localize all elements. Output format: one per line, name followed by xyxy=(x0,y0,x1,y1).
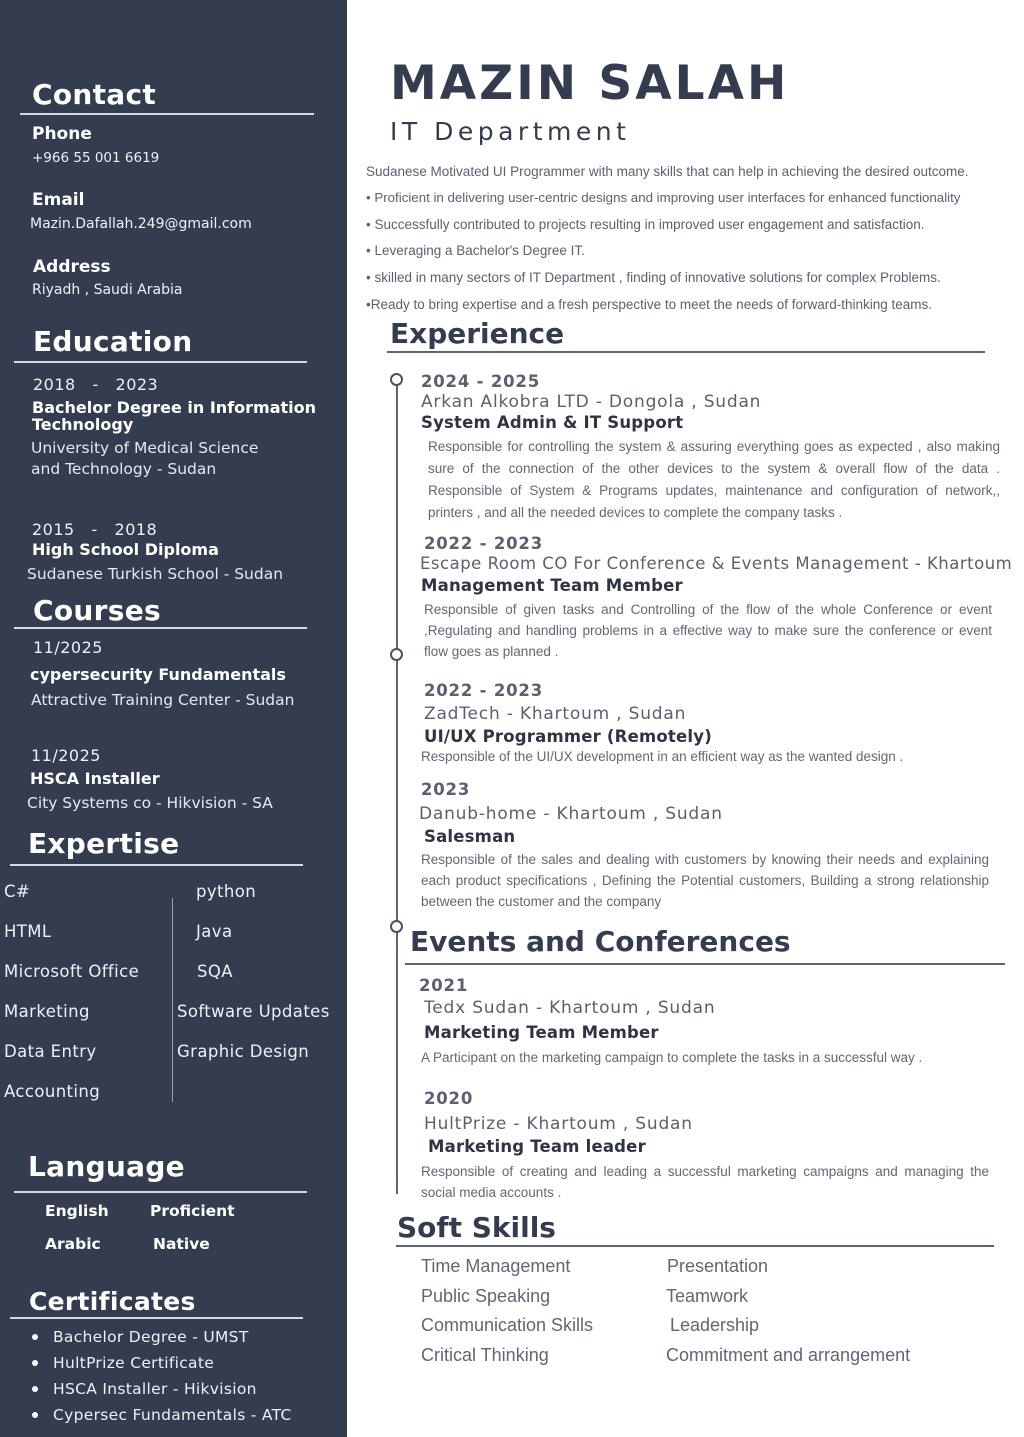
certificates-divider xyxy=(10,1317,303,1319)
experience-years: 2022 - 2023 xyxy=(424,534,543,553)
course-title: cypersecurity Fundamentals xyxy=(30,665,286,684)
contact-heading: Contact xyxy=(32,78,157,111)
expertise-item: Accounting xyxy=(4,1082,101,1101)
certificates-list xyxy=(22,1326,342,1430)
soft-skill-item: Critical Thinking xyxy=(421,1345,549,1365)
courses-heading: Courses xyxy=(33,594,161,627)
certificate-item: Bachelor Degree - UMST xyxy=(22,1326,342,1352)
summary-line: •Ready to bring expertise and a fresh perspective to meet the needs of forward-thinking teams. xyxy=(366,297,933,312)
address-value: Riyadh , Saudi Arabia xyxy=(32,282,183,298)
education-degree: Bachelor Degree in Information Technology xyxy=(32,398,317,434)
summary-line: • Successfully contributed to projects resulting in improved user engagement and satisfaction. xyxy=(366,217,925,232)
phone-value: +966 55 001 6619 xyxy=(32,150,160,166)
experience-role: Management Team Member xyxy=(421,576,683,595)
experience-years: 2024 - 2025 xyxy=(421,372,540,391)
experience-description: Responsible for controlling the system & assuring everything goes as expected , also making sure of the connection of the other devices to the system & overall flow of the data . Responsible of System & Programs updates, maintenance and configuration of network,, printers , and all the needed devices to complete the company tasks . xyxy=(428,439,1000,520)
experience-description: Responsible of given tasks and Controlling of the flow of the whole Conference or event ,Regulating and handling problems in a effective way to make sure the conference or event flow goes as planned . xyxy=(424,602,992,659)
event-year: 2021 xyxy=(419,976,469,995)
education-degree: High School Diploma xyxy=(32,540,219,559)
candidate-name: MAZIN SALAH xyxy=(390,56,790,111)
experience-company: Arkan Alkobra LTD - Dongola , Sudan xyxy=(421,392,762,412)
expertise-item: Java xyxy=(196,922,233,941)
language-divider xyxy=(14,1191,307,1193)
course-date: 11/2025 xyxy=(33,638,103,657)
course-provider: City Systems co - Hikvision - SA xyxy=(27,794,273,812)
certificates-heading: Certificates xyxy=(29,1287,196,1316)
language-heading: Language xyxy=(28,1150,185,1183)
soft-skill-item: Presentation xyxy=(667,1256,769,1276)
summary-line: Sudanese Motivated UI Programmer with many skills that can help in achieving the desired outcome. xyxy=(366,164,969,179)
event-role: Marketing Team leader xyxy=(428,1137,646,1156)
course-date: 11/2025 xyxy=(31,746,101,765)
course-provider: Attractive Training Center - Sudan xyxy=(31,691,295,709)
courses-divider xyxy=(14,627,307,629)
expertise-item: SQA xyxy=(197,962,233,981)
experience-role: UI/UX Programmer (Remotely) xyxy=(424,727,712,746)
timeline-line xyxy=(396,380,398,1194)
experience-role: System Admin & IT Support xyxy=(421,413,684,432)
soft-skill-item: Leadership xyxy=(670,1315,760,1335)
course-title: HSCA Installer xyxy=(30,769,160,788)
soft-skills-divider xyxy=(396,1245,994,1247)
candidate-department: IT Department xyxy=(390,117,631,146)
phone-label: Phone xyxy=(32,124,92,144)
soft-skill-item: Time Management xyxy=(421,1256,571,1276)
event-year: 2020 xyxy=(424,1089,474,1108)
event-organization: Tedx Sudan - Khartoum , Sudan xyxy=(424,998,716,1018)
experience-company: ZadTech - Khartoum , Sudan xyxy=(424,704,687,724)
experience-role: Salesman xyxy=(424,827,516,846)
summary-line: • skilled in many sectors of IT Department , finding of innovative solutions for complex Problems. xyxy=(366,270,941,285)
expertise-item: Software Updates xyxy=(177,1002,330,1021)
event-description: A Participant on the marketing campaign to complete the tasks in a successful way . xyxy=(421,1050,923,1065)
expertise-item: python xyxy=(196,882,257,901)
event-organization: HultPrize - Khartoum , Sudan xyxy=(424,1114,693,1134)
expertise-heading: Expertise xyxy=(28,827,180,860)
language-level: Native xyxy=(153,1235,210,1253)
timeline-dot xyxy=(390,920,403,933)
event-description: Responsible of creating and leading a successful marketing campaigns and managing the social media accounts . xyxy=(421,1164,989,1200)
address-label: Address xyxy=(33,257,111,277)
email-value: Mazin.Dafallah.249@gmail.com xyxy=(30,216,252,232)
summary-line: • Proficient in delivering user-centric designs and improving user interfaces for enhanced functionality xyxy=(366,190,961,205)
language-name: Arabic xyxy=(45,1235,101,1253)
expertise-item: C# xyxy=(4,882,31,901)
language-name: English xyxy=(45,1202,109,1220)
timeline-dot xyxy=(390,373,403,386)
expertise-item: HTML xyxy=(4,922,52,941)
experience-company: Danub-home - Khartoum , Sudan xyxy=(419,804,723,824)
expertise-column-divider xyxy=(172,898,173,1102)
education-school: Sudanese Turkish School - Sudan xyxy=(27,565,284,583)
events-divider xyxy=(405,963,1005,965)
expertise-item: Graphic Design xyxy=(177,1042,310,1061)
expertise-item: Marketing xyxy=(4,1002,90,1021)
certificate-item: HultPrize Certificate xyxy=(22,1352,342,1378)
certificate-item: HSCA Installer - Hikvision xyxy=(22,1378,342,1404)
soft-skills-heading: Soft Skills xyxy=(397,1211,556,1244)
experience-years: 2022 - 2023 xyxy=(424,681,543,700)
expertise-item: Microsoft Office xyxy=(4,962,140,981)
education-years: 2018 - 2023 xyxy=(33,375,159,394)
soft-skill-item: Commitment and arrangement xyxy=(666,1345,911,1365)
soft-skill-item: Teamwork xyxy=(666,1286,749,1306)
experience-company: Escape Room CO For Conference & Events Management - Khartoum xyxy=(420,554,1013,573)
summary-line: • Leveraging a Bachelor's Degree IT. xyxy=(366,243,585,258)
sidebar xyxy=(0,0,347,1437)
soft-skill-item: Public Speaking xyxy=(421,1286,551,1306)
email-label: Email xyxy=(32,190,85,210)
education-school: University of Medical Science and Technology - Sudan xyxy=(31,439,259,478)
expertise-item: Data Entry xyxy=(4,1042,97,1061)
soft-skill-item: Communication Skills xyxy=(421,1315,594,1335)
certificate-item: Cypersec Fundamentals - ATC xyxy=(22,1404,342,1430)
experience-heading: Experience xyxy=(390,317,565,350)
language-level: Proficient xyxy=(150,1202,235,1220)
experience-description: Responsible of the sales and dealing with customers by knowing their needs and explaining each product specifications , Defining the Potential customers, Building a strong relationship between the customer and the company xyxy=(421,852,989,909)
expertise-divider xyxy=(10,864,303,866)
education-years: 2015 - 2018 xyxy=(32,520,158,539)
education-heading: Education xyxy=(33,325,193,358)
education-divider xyxy=(14,361,307,363)
experience-years: 2023 xyxy=(421,780,471,799)
experience-divider xyxy=(387,351,985,353)
timeline-dot xyxy=(390,648,403,661)
event-role: Marketing Team Member xyxy=(424,1023,659,1042)
experience-description: Responsible of the UI/UX development in an efficient way as the wanted design . xyxy=(421,749,904,764)
events-heading: Events and Conferences xyxy=(410,925,791,958)
contact-divider xyxy=(20,113,314,115)
